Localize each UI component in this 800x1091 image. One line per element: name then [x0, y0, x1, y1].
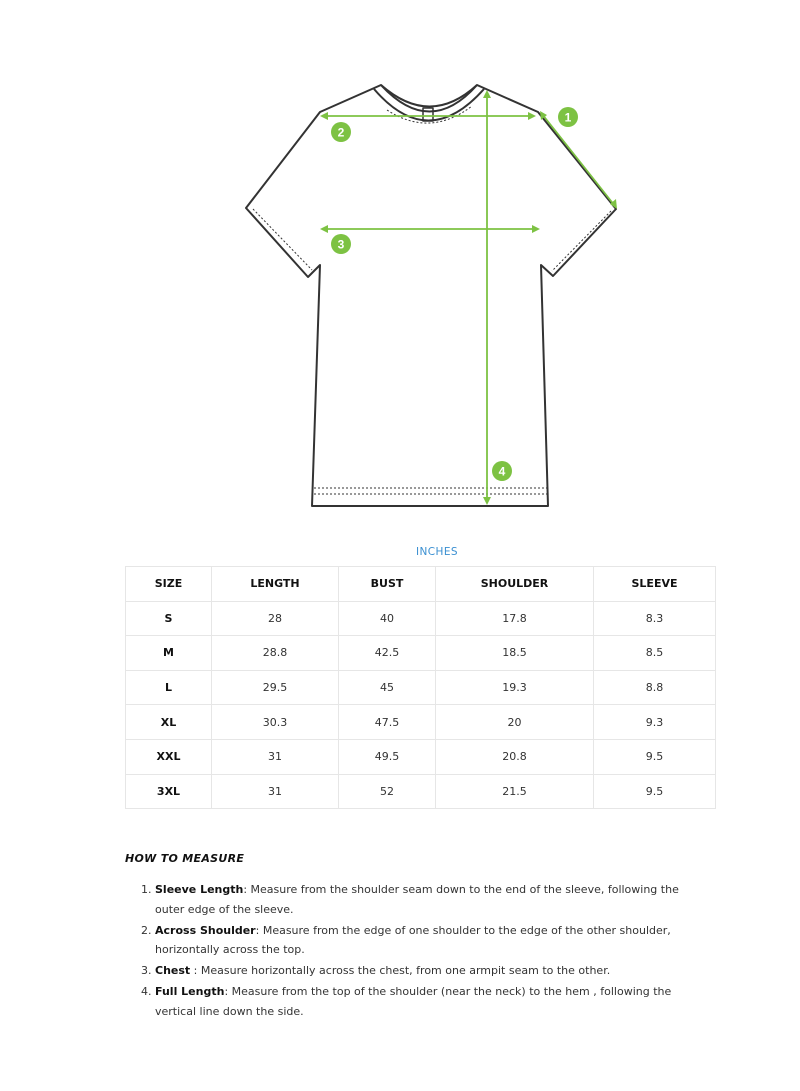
size-cell: M: [126, 636, 212, 671]
marker-2-label: 2: [337, 125, 345, 140]
marker-4-label: 4: [498, 464, 506, 479]
length-cell: 31: [212, 739, 339, 774]
size-cell: L: [126, 670, 212, 705]
table-header-row: [126, 567, 716, 602]
size-cell: S: [126, 601, 212, 636]
length-cell: 28.8: [212, 636, 339, 671]
step-text: : Measure from the edge of one shoulder to the edge of the other shoulder, horizontally across the top.: [155, 923, 671, 956]
sleeve-cell: 9.3: [594, 705, 716, 740]
list-item: [141, 982, 705, 1021]
tshirt-outline: [246, 85, 616, 506]
list-item: [141, 921, 705, 960]
list-item: [141, 880, 705, 919]
shoulder-cell: 17.8: [436, 601, 594, 636]
bust-cell: 47.5: [339, 705, 436, 740]
step-text: : Measure horizontally across the chest, from one armpit seam to the other.: [190, 964, 611, 977]
sleeve-cell: 8.8: [594, 670, 716, 705]
marker-1-label: 1: [564, 110, 572, 125]
step-number: 4.: [141, 985, 152, 998]
marker-3-label: 3: [337, 237, 345, 252]
table-row: [126, 601, 716, 636]
unit-label: INCHES: [416, 546, 458, 558]
tshirt-measurement-diagram: [0, 0, 800, 520]
step-text: : Measure from the top of the shoulder (near the neck) to the hem , following the vertical line down the side.: [155, 985, 672, 1018]
step-term: Sleeve Length: [155, 883, 244, 896]
step-text: : Measure from the shoulder seam down to the end of the sleeve, following the outer edge of the sleeve.: [155, 883, 679, 916]
header-sleeve: SLEEVE: [594, 567, 716, 602]
step-number: 3.: [141, 964, 152, 977]
table-row: [126, 670, 716, 705]
size-cell: XXL: [126, 739, 212, 774]
marker-4: [492, 461, 512, 481]
marker-3: [331, 234, 351, 254]
sleeve-cell: 8.3: [594, 601, 716, 636]
table-row: [126, 705, 716, 740]
table-row: [126, 636, 716, 671]
step-number: 2.: [141, 923, 152, 937]
length-cell: 30.3: [212, 705, 339, 740]
bust-cell: 45: [339, 670, 436, 705]
length-cell: 28: [212, 601, 339, 636]
bust-cell: 49.5: [339, 739, 436, 774]
step-term: Across Shoulder: [155, 923, 256, 937]
step-term: Full Length: [155, 985, 225, 998]
shoulder-cell: 18.5: [436, 636, 594, 671]
step-term: Chest: [155, 964, 191, 977]
bust-cell: 40: [339, 601, 436, 636]
header-length: LENGTH: [212, 567, 339, 602]
marker-1: [558, 107, 578, 127]
measure-steps-list: [141, 880, 705, 1023]
table-row: [126, 739, 716, 774]
shoulder-cell: 19.3: [436, 670, 594, 705]
length-cell: 29.5: [212, 670, 339, 705]
shoulder-cell: 20: [436, 705, 594, 740]
shoulder-cell: 20.8: [436, 739, 594, 774]
header-shoulder: SHOULDER: [436, 567, 594, 602]
bust-cell: 52: [339, 774, 436, 809]
header-bust: BUST: [339, 567, 436, 602]
bust-cell: 42.5: [339, 636, 436, 671]
step-number: 1.: [141, 883, 152, 896]
size-chart-table: [125, 566, 716, 809]
table-row: [126, 774, 716, 809]
header-size: SIZE: [126, 567, 212, 602]
size-cell: 3XL: [126, 774, 212, 809]
length-cell: 31: [212, 774, 339, 809]
sleeve-cell: 9.5: [594, 774, 716, 809]
how-to-measure-title: HOW TO MEASURE: [125, 852, 245, 865]
marker-2: [331, 122, 351, 142]
list-item: [141, 961, 705, 981]
size-cell: XL: [126, 705, 212, 740]
sleeve-cell: 8.5: [594, 636, 716, 671]
shoulder-cell: 21.5: [436, 774, 594, 809]
sleeve-cell: 9.5: [594, 739, 716, 774]
